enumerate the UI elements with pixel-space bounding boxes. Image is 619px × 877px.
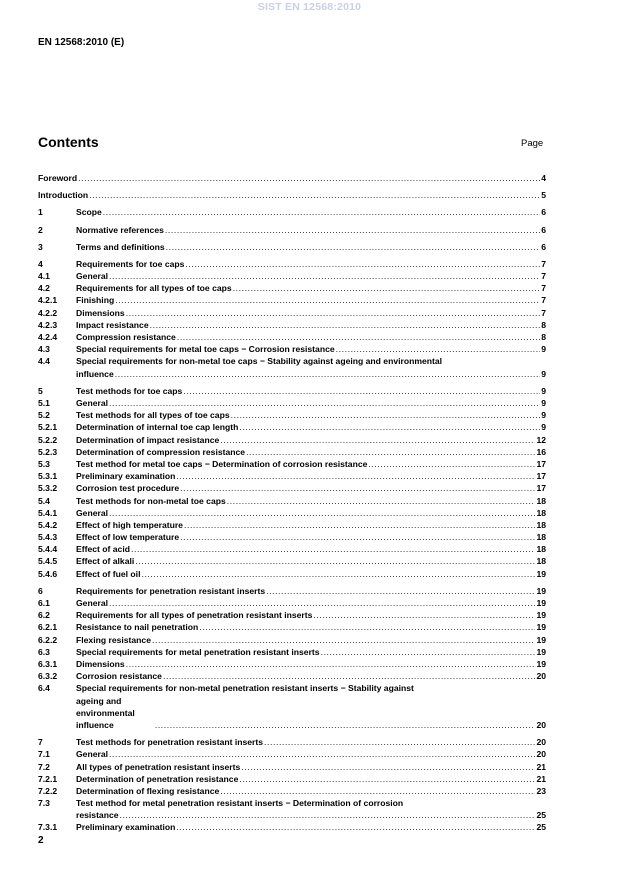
- toc-entry-title: Corrosion test procedure: [76, 483, 180, 494]
- toc-leader-dots: [233, 282, 541, 294]
- toc-entry[interactable]: [38, 609, 546, 621]
- toc-entry-title: Dimensions: [76, 658, 125, 669]
- toc-entry-number: 6.2: [38, 610, 50, 621]
- toc-entry-body: [76, 241, 546, 253]
- toc-entry-page: 21: [536, 761, 546, 772]
- toc-leader-dots: [115, 294, 540, 306]
- toc-entry-title-continuation: influence: [76, 368, 114, 379]
- toc-entry-page: 19: [536, 634, 546, 645]
- toc-entry-page: 7: [541, 295, 546, 306]
- toc-entry-number: 5.3.2: [38, 483, 58, 494]
- toc-entry-page: 19: [536, 622, 546, 633]
- toc-entry-number: 5.2.3: [38, 446, 58, 457]
- toc-entry-body: [76, 785, 546, 797]
- toc-entry-page: 25: [536, 810, 546, 821]
- toc-entry-title: Flexing resistance: [76, 634, 151, 645]
- toc-entry-title: Effect of alkali: [76, 556, 135, 567]
- toc-entry-number: 3: [38, 241, 43, 252]
- toc-leader-dots: [115, 368, 540, 380]
- toc-entry[interactable]: [38, 172, 546, 184]
- toc-entry[interactable]: [38, 241, 546, 253]
- toc-entry[interactable]: [38, 224, 546, 236]
- toc-entry-page: 9: [541, 385, 546, 396]
- toc-leader-dots: [165, 224, 540, 236]
- toc-entry-number: 5.1: [38, 398, 50, 409]
- toc-entry-body: [76, 682, 546, 731]
- toc-entry-number: 5.4: [38, 495, 50, 506]
- toc-entry-number: 5.3: [38, 458, 50, 469]
- toc-leader-dots: [321, 646, 536, 658]
- toc-entry-page: 19: [536, 610, 546, 621]
- toc-entry-number: 4.4: [38, 356, 50, 367]
- toc-entry-page: 7: [541, 283, 546, 294]
- toc-entry-page: 6: [541, 207, 546, 218]
- toc-leader-dots: [220, 434, 535, 446]
- toc-entry-body: [76, 670, 546, 682]
- toc-entry[interactable]: [38, 761, 546, 773]
- toc-entry-page: 17: [536, 471, 546, 482]
- toc-entry[interactable]: [38, 282, 546, 294]
- toc-entry-title: Determination of internal toe cap length: [76, 422, 239, 433]
- toc-entry-page: 19: [536, 585, 546, 596]
- page-column-label: Page: [521, 138, 544, 149]
- toc-leader-dots: [336, 343, 541, 355]
- toc-leader-dots: [109, 397, 540, 409]
- toc-entry[interactable]: [38, 519, 546, 531]
- toc-entry-body: [76, 482, 546, 494]
- toc-entry-body: [76, 206, 546, 218]
- toc-entry[interactable]: [38, 507, 546, 519]
- toc-entry-title: Requirements for all types of penetration resistant inserts: [76, 610, 313, 621]
- toc-entry[interactable]: [38, 822, 546, 834]
- toc-entry[interactable]: [38, 307, 546, 319]
- toc-entry-body: [76, 646, 546, 658]
- toc-entry[interactable]: [38, 206, 546, 218]
- toc-entry[interactable]: [38, 646, 546, 658]
- toc-entry-body: [76, 282, 546, 294]
- toc-entry-page: 9: [541, 410, 546, 421]
- toc-entry-title: Effect of high temperature: [76, 519, 183, 530]
- toc-entry-number: 5.4.4: [38, 544, 58, 555]
- toc-entry[interactable]: [38, 670, 546, 682]
- toc-entry[interactable]: [38, 658, 546, 670]
- contents-title: Contents: [38, 134, 99, 150]
- toc-leader-dots: [166, 241, 541, 253]
- toc-entry-title: Finishing: [76, 295, 115, 306]
- toc-entry[interactable]: [38, 189, 546, 201]
- toc-entry-page: 7: [541, 307, 546, 318]
- toc-entry-number: 7: [38, 737, 43, 748]
- toc-entry-number: 2: [38, 224, 43, 235]
- toc-entry-number: 5.3.1: [38, 471, 58, 482]
- toc-entry-title: Corrosion resistance: [76, 671, 162, 682]
- toc-entry-body: [76, 797, 546, 821]
- toc-entry[interactable]: [38, 797, 546, 821]
- toc-entry-title: Determination of compression resistance: [76, 446, 246, 457]
- toc-entry-number: 5.2.2: [38, 434, 58, 445]
- toc-entry-number: 7.2.2: [38, 785, 58, 796]
- toc-entry-title: Special requirements for non-metal toe caps − Stability against ageing and environmental: [76, 356, 443, 367]
- watermark: SIST EN 12568:2010: [257, 1, 362, 13]
- toc-entry[interactable]: [38, 421, 546, 433]
- toc-entry-number: 6: [38, 585, 43, 596]
- toc-entry-number: 6.2.2: [38, 634, 58, 645]
- toc-entry-body: [76, 343, 546, 355]
- toc-entry[interactable]: [38, 748, 546, 760]
- toc-entry-body: [76, 519, 546, 531]
- toc-leader-dots: [135, 555, 535, 567]
- toc-entry-body: [76, 555, 546, 567]
- toc-entry-body: [76, 224, 546, 236]
- toc-entry-body: [38, 189, 546, 201]
- toc-entry[interactable]: [38, 409, 546, 421]
- toc-leader-dots: [103, 206, 540, 218]
- toc-entry[interactable]: [38, 343, 546, 355]
- toc-leader-dots: [241, 761, 535, 773]
- toc-entry-page: 20: [536, 671, 546, 682]
- toc-entry-title: Effect of low temperature: [76, 532, 180, 543]
- toc-entry-page: 9: [541, 422, 546, 433]
- toc-leader-dots: [155, 719, 536, 731]
- toc-entry-continuation-line: [76, 809, 546, 821]
- toc-entry-body: [76, 421, 546, 433]
- toc-entry-number: 4: [38, 258, 43, 269]
- toc-entry-title: Requirements for toe caps: [76, 258, 185, 269]
- toc-entry[interactable]: [38, 555, 546, 567]
- toc-entry-title: Requirements for all types of toe caps: [76, 283, 232, 294]
- toc-leader-dots: [109, 270, 540, 282]
- toc-entry-title: Determination of flexing resistance: [76, 785, 220, 796]
- toc-entry-page: 19: [536, 658, 546, 669]
- toc-entry-title: Test method for metal penetration resistant inserts − Determination of corrosion: [76, 798, 404, 809]
- toc-entry-page: 7: [541, 258, 546, 269]
- toc-entry-body: [76, 458, 546, 470]
- toc-entry-page: 20: [536, 719, 546, 730]
- table-of-contents: [38, 172, 546, 834]
- toc-leader-dots: [176, 470, 535, 482]
- toc-entry-body: [76, 331, 546, 343]
- toc-entry-number: 1: [38, 207, 43, 218]
- toc-entry[interactable]: [38, 385, 546, 397]
- toc-entry[interactable]: [38, 568, 546, 580]
- toc-entry-title-continuation: ageing and environmental influence: [76, 695, 135, 730]
- toc-leader-dots: [180, 531, 535, 543]
- toc-entry-body: [76, 543, 546, 555]
- toc-entry-body: [76, 397, 546, 409]
- toc-entry[interactable]: [38, 397, 546, 409]
- toc-entry-title: General: [76, 398, 109, 409]
- toc-entry-body: [76, 531, 546, 543]
- toc-entry-title: General: [76, 507, 109, 518]
- toc-entry-number: 6.2.1: [38, 622, 58, 633]
- toc-entry-body: [76, 319, 546, 331]
- toc-entry-page: 18: [536, 519, 546, 530]
- toc-entry-body: [76, 495, 546, 507]
- toc-entry-body: [76, 609, 546, 621]
- toc-entry-title: Compression resistance: [76, 332, 176, 343]
- toc-entry-title: Test methods for penetration resistant inserts: [76, 737, 264, 748]
- toc-entry-number: 5.4.5: [38, 556, 58, 567]
- toc-entry-body: [76, 736, 546, 748]
- toc-entry[interactable]: [38, 634, 546, 646]
- toc-entry-title: Special requirements for metal toe caps − Corrosion resistance: [76, 344, 335, 355]
- toc-entry-number: 6.3: [38, 646, 50, 657]
- toc-entry-page: 6: [541, 224, 546, 235]
- toc-entry-title: All types of penetration resistant inserts: [76, 761, 241, 772]
- toc-entry[interactable]: [38, 773, 546, 785]
- toc-entry-body: [76, 634, 546, 646]
- toc-entry-number: 5.4.6: [38, 568, 58, 579]
- toc-entry-body: [76, 507, 546, 519]
- toc-entry[interactable]: [38, 458, 546, 470]
- toc-entry-number: 6.4: [38, 683, 50, 694]
- toc-entry-page: 17: [536, 483, 546, 494]
- toc-entry-page: 20: [536, 749, 546, 760]
- toc-entry-title: General: [76, 749, 109, 760]
- toc-entry-body: [76, 270, 546, 282]
- toc-entry-title: General: [76, 271, 109, 282]
- toc-leader-dots: [109, 748, 535, 760]
- toc-leader-dots: [176, 821, 535, 833]
- toc-entry-page: 19: [536, 646, 546, 657]
- toc-entry-number: 4.1: [38, 271, 50, 282]
- toc-entry-body: [76, 773, 546, 785]
- toc-entry-page: 4: [541, 172, 546, 183]
- toc-leader-dots: [89, 189, 540, 201]
- toc-leader-dots: [180, 482, 535, 494]
- toc-entry-page: 7: [541, 271, 546, 282]
- toc-entry-body: [76, 434, 546, 446]
- toc-entry-body: [76, 307, 546, 319]
- toc-entry-number: 5: [38, 385, 43, 396]
- toc-entry-number: 6.3.2: [38, 671, 58, 682]
- toc-entry-number: 5.2.1: [38, 422, 58, 433]
- toc-entry[interactable]: [38, 585, 546, 597]
- toc-entry-page: 23: [536, 785, 546, 796]
- toc-entry-title: Preliminary examination: [76, 471, 176, 482]
- toc-entry-page: 18: [536, 532, 546, 543]
- toc-leader-dots: [120, 809, 536, 821]
- toc-entry-page: 12: [536, 434, 546, 445]
- toc-leader-dots: [199, 621, 535, 633]
- toc-entry-page: 19: [536, 568, 546, 579]
- toc-leader-dots: [313, 609, 535, 621]
- toc-entry-number: 7.1: [38, 749, 50, 760]
- toc-entry-number: 4.2.4: [38, 332, 58, 343]
- toc-leader-dots: [227, 495, 536, 507]
- toc-entry-title: Test methods for toe caps: [76, 385, 183, 396]
- toc-leader-dots: [220, 785, 535, 797]
- toc-entry-page: 18: [536, 544, 546, 555]
- toc-leader-dots: [150, 319, 541, 331]
- toc-entry-title: Determination of impact resistance: [76, 434, 220, 445]
- toc-entry[interactable]: [38, 482, 546, 494]
- toc-leader-dots: [231, 409, 541, 421]
- toc-entry-page: 8: [541, 319, 546, 330]
- toc-entry-body: [76, 258, 546, 270]
- toc-entry-body: [76, 597, 546, 609]
- toc-entry-title: Requirements for penetration resistant inserts: [76, 585, 266, 596]
- toc-leader-dots: [152, 634, 535, 646]
- toc-entry-continuation-line: [76, 695, 546, 732]
- toc-entry[interactable]: [38, 621, 546, 633]
- toc-entry-page: 5: [541, 190, 546, 201]
- toc-entry-number: 7.2.1: [38, 773, 58, 784]
- toc-entry-body: [76, 748, 546, 760]
- toc-entry-number: 6.1: [38, 598, 50, 609]
- toc-entry[interactable]: [38, 543, 546, 555]
- toc-entry-title: Test method for metal toe caps − Determination of corrosion resistance: [76, 458, 368, 469]
- toc-entry-continuation-line: [76, 368, 546, 380]
- toc-entry-body: [76, 761, 546, 773]
- toc-entry[interactable]: [38, 682, 546, 731]
- toc-leader-dots: [246, 446, 535, 458]
- toc-leader-dots: [239, 773, 535, 785]
- toc-entry-page: 17: [536, 458, 546, 469]
- toc-entry-title: Preliminary examination: [76, 822, 176, 833]
- toc-entry-page: 20: [536, 737, 546, 748]
- toc-entry-page: 18: [536, 556, 546, 567]
- toc-entry-page: 8: [541, 332, 546, 343]
- toc-leader-dots: [264, 736, 535, 748]
- toc-entry-title: Terms and definitions: [76, 241, 165, 252]
- toc-entry-page: 19: [536, 598, 546, 609]
- toc-leader-dots: [163, 670, 535, 682]
- toc-entry-page: 18: [536, 495, 546, 506]
- toc-entry-body: [76, 446, 546, 458]
- toc-leader-dots: [183, 385, 540, 397]
- toc-entry-number: 4.2.3: [38, 319, 58, 330]
- toc-entry-page: 9: [541, 398, 546, 409]
- toc-entry-number: 4.2: [38, 283, 50, 294]
- toc-entry-number: 7.3: [38, 798, 50, 809]
- toc-entry-title: Dimensions: [76, 307, 125, 318]
- toc-entry-number: 5.4.3: [38, 532, 58, 543]
- toc-entry-body: [76, 821, 546, 833]
- toc-leader-dots: [126, 658, 536, 670]
- toc-leader-dots: [78, 172, 540, 184]
- toc-entry-body: [76, 658, 546, 670]
- toc-entry[interactable]: [38, 495, 546, 507]
- toc-entry-number: 7.2: [38, 761, 50, 772]
- toc-entry-title: Normative references: [76, 224, 164, 235]
- toc-leader-dots: [266, 585, 535, 597]
- toc-entry-number: 5.2: [38, 410, 50, 421]
- toc-entry[interactable]: [38, 319, 546, 331]
- toc-entry[interactable]: [38, 470, 546, 482]
- toc-entry-body: [76, 355, 546, 379]
- toc-entry-body: [76, 621, 546, 633]
- toc-entry-body: [76, 294, 546, 306]
- toc-entry-title: Special requirements for metal penetration resistant inserts: [76, 646, 320, 657]
- document-header: EN 12568:2010 (E): [38, 37, 125, 48]
- toc-entry[interactable]: [38, 736, 546, 748]
- toc-entry-body: [76, 585, 546, 597]
- toc-entry-page: 16: [536, 446, 546, 457]
- toc-leader-dots: [177, 331, 540, 343]
- toc-entry[interactable]: [38, 446, 546, 458]
- toc-entry-body: [76, 385, 546, 397]
- toc-entry-body: [76, 470, 546, 482]
- toc-entry[interactable]: [38, 531, 546, 543]
- toc-entry[interactable]: [38, 258, 546, 270]
- toc-entry-title: Effect of acid: [76, 544, 130, 555]
- toc-entry-title: Test methods for all types of toe caps: [76, 410, 230, 421]
- toc-entry-title: Introduction: [38, 190, 89, 201]
- toc-leader-dots: [185, 258, 540, 270]
- toc-entry-title-continuation: resistance: [76, 810, 119, 821]
- toc-entry-title: Scope: [76, 207, 102, 218]
- toc-entry-title: Foreword: [38, 172, 78, 183]
- toc-entry-number: 4.2.2: [38, 307, 58, 318]
- toc-leader-dots: [141, 568, 535, 580]
- toc-leader-dots: [368, 458, 535, 470]
- toc-entry[interactable]: [38, 434, 546, 446]
- toc-entry-body: [76, 409, 546, 421]
- toc-entry-title: General: [76, 598, 109, 609]
- toc-entry-number: 6.3.1: [38, 658, 58, 669]
- toc-entry-title: Special requirements for non-metal penetration resistant inserts − Stability against: [76, 683, 414, 694]
- toc-leader-dots: [184, 519, 535, 531]
- toc-entry-page: 18: [536, 507, 546, 518]
- toc-entry-body: [38, 172, 546, 184]
- toc-leader-dots: [126, 307, 541, 319]
- toc-leader-dots: [239, 421, 540, 433]
- toc-leader-dots: [109, 597, 535, 609]
- toc-entry-page: 25: [536, 822, 546, 833]
- toc-entry-page: 6: [541, 241, 546, 252]
- toc-entry-page: 21: [536, 773, 546, 784]
- toc-entry-number: 4.3: [38, 344, 50, 355]
- toc-entry[interactable]: [38, 597, 546, 609]
- toc-entry-page: 9: [541, 368, 546, 379]
- toc-entry-title: Resistance to nail penetration: [76, 622, 199, 633]
- toc-entry-page: 9: [541, 344, 546, 355]
- toc-entry[interactable]: [38, 355, 546, 379]
- toc-entry-title: Determination of penetration resistance: [76, 773, 239, 784]
- toc-entry-title: Test methods for non-metal toe caps: [76, 495, 226, 506]
- toc-entry-number: 5.4.2: [38, 519, 58, 530]
- toc-entry-number: 4.2.1: [38, 295, 58, 306]
- toc-entry-body: [76, 568, 546, 580]
- page-number: 2: [38, 835, 44, 846]
- toc-entry-title: Effect of fuel oil: [76, 568, 141, 579]
- toc-entry[interactable]: [38, 295, 546, 307]
- toc-entry-number: 7.3.1: [38, 822, 58, 833]
- toc-entry-title: Impact resistance: [76, 319, 149, 330]
- toc-leader-dots: [109, 507, 535, 519]
- toc-leader-dots: [131, 543, 535, 555]
- toc-entry-number: 5.4.1: [38, 507, 58, 518]
- toc-entry[interactable]: [38, 785, 546, 797]
- toc-entry[interactable]: [38, 270, 546, 282]
- toc-entry[interactable]: [38, 331, 546, 343]
